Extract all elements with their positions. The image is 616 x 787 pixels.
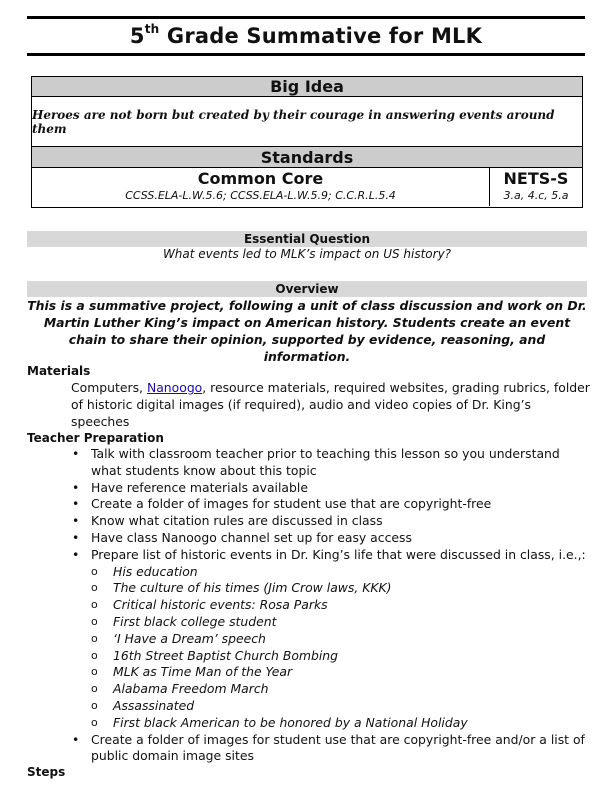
sub-list-item: o Assassinated: [91, 697, 195, 713]
nanoogo-link[interactable]: Nanoogo: [146, 380, 203, 395]
list-item: • Create a folder of images for student use that are copyright-free and/or a list of public domain image sites: [72, 731, 585, 764]
big-idea-table: [31, 76, 583, 208]
teacher-prep-label: Teacher Preparation: [27, 431, 164, 445]
big-idea-header: Big Idea: [32, 77, 582, 97]
essential-question-text: What events led to MLK’s impact on US history?: [162, 247, 452, 261]
teacher-prep-list: [69, 446, 591, 765]
page-title: 5th Grade Summative for MLK: [129, 22, 483, 48]
common-core-title: Common Core: [197, 169, 324, 188]
sub-list-item: o First black American to be honored by a National Holiday: [91, 714, 468, 730]
materials-label: Materials: [27, 364, 91, 378]
standards-row: [32, 168, 582, 206]
sub-list-item: o His education: [91, 563, 198, 579]
sub-list-item: o The culture of his times (Jim Crow laws, KKK): [91, 580, 392, 596]
list-item: • Talk with classroom teacher prior to teaching this lesson so you understand what students know about this topic: [72, 446, 560, 478]
sub-list-item: o Critical historic events: Rosa Parks: [91, 597, 328, 613]
common-core-codes: CCSS.ELA-L.W.5.6; CCSS.ELA-L.W.5.9; C.C.R.L.5.4: [125, 189, 396, 202]
steps-label: Steps: [27, 765, 66, 779]
common-core-cell: [32, 168, 490, 206]
list-item: • Know what citation rules are discussed in class: [72, 513, 383, 529]
list-item: • Create a folder of images for student use that are copyright-free: [72, 496, 492, 512]
nets-cell: [490, 168, 582, 206]
nets-title: NETS-S: [503, 169, 569, 188]
list-item: • Have reference materials available: [72, 479, 308, 495]
title-bar: [27, 16, 585, 56]
sub-list-item: o 16th Street Baptist Church Bombing: [91, 647, 339, 663]
sub-list-item: o MLK as Time Man of the Year: [91, 664, 293, 680]
list-item: • Have class Nanoogo channel set up for easy access: [72, 529, 412, 545]
standards-header: Standards: [32, 147, 582, 168]
historic-events-list: [91, 564, 591, 732]
essential-question-header: Essential Question: [27, 231, 587, 247]
nets-codes: 3.a, 4.c, 5.a: [503, 189, 569, 202]
sub-list-item: o First black college student: [91, 613, 277, 629]
sub-list-item: o Alabama Freedom March: [91, 681, 269, 697]
overview-text: This is a summative project, following a unit of class discussion and work on Dr. Martin Luther King’s impact on American history. Students create an event chain to share their opinion, supported by evidence, reasoning, and information.: [27, 298, 587, 364]
overview-header: Overview: [27, 281, 587, 297]
sub-list-item: o ‘I Have a Dream’ speech: [91, 630, 266, 646]
big-idea-text: Heroes are not born but created by their courage in answering events around them: [32, 97, 582, 147]
materials-text: Computers, Nanoogo, resource materials, required websites, grading rubrics, folder of historic digital images (if required), audio and video copies of Dr. King’s speeches: [71, 380, 590, 429]
list-item: • Prepare list of historic events in Dr. King’s life that were discussed in class, i.e.,: o His education o The culture of his times (Jim Crow laws, KKK) o Critical historic events: Rosa Parks o First black college student o ‘I Have a Dream’ speech o 16th Street Baptist Church Bombing o MLK as Time Man of the Year o Alabama Freedom March o Assassinated o First black American to be honored by a National Holiday: [69, 547, 591, 732]
